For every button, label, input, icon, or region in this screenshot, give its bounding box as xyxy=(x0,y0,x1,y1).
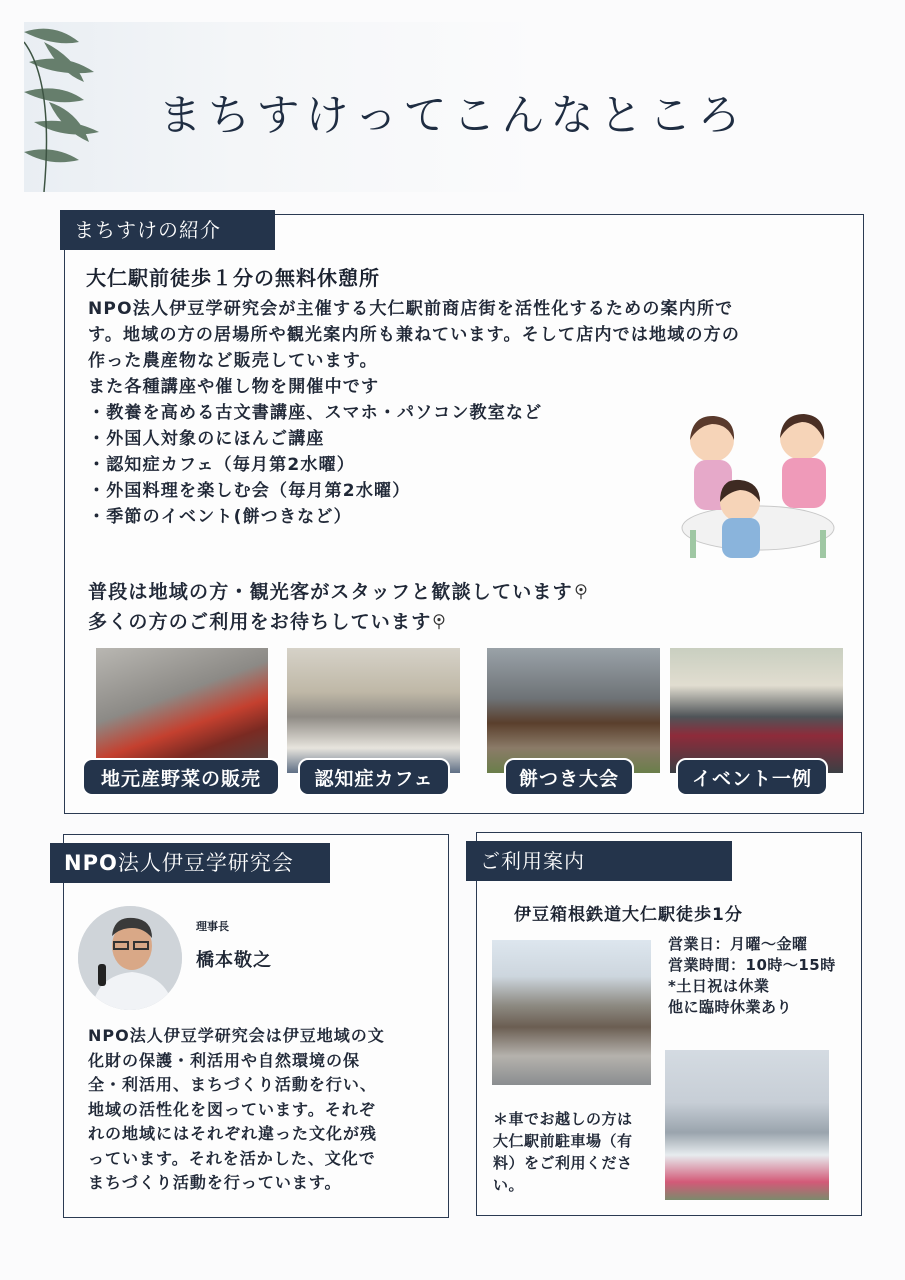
npo-description-line: 化財の保護・利活用や自然環境の保 xyxy=(88,1050,361,1070)
photo-caption: 餅つき大会 xyxy=(504,758,634,796)
npo-description-line: まちづくり活動を行っています。 xyxy=(88,1173,342,1192)
photo-caption: 地元産野菜の販売 xyxy=(82,758,280,796)
npo-description-line: 地域の活性化を図っています。それぞ xyxy=(88,1099,376,1119)
parking-line: ＊車でお越しの方は xyxy=(493,1110,633,1128)
people-illustration xyxy=(680,410,840,560)
map-pin-icon xyxy=(573,584,589,600)
intro-heading: 大仁駅前徒歩１分の無料休憩所 xyxy=(86,266,380,290)
npo-tab-bold: NPO xyxy=(64,851,118,875)
info-tab: ご利用案内 xyxy=(466,841,732,881)
npo-description-line: 全・利活用、まちづくり活動を行い、 xyxy=(88,1075,377,1094)
list-item: ・ 季節のイベント(餅つきなど） xyxy=(88,504,848,530)
intro-tab: まちすけの紹介 xyxy=(60,210,275,250)
npo-description-line: っています。それを活かした、文化で xyxy=(88,1148,376,1168)
npo-tab-rest: 法人伊豆学研究会 xyxy=(117,851,294,875)
list-item: ・ 外国料理を楽しむ会（毎月第2水曜） xyxy=(88,478,848,504)
list-item: ・ 教養を高める古文書講座、スマホ・パソコン教室など xyxy=(88,400,848,426)
intro-paragraph-line: また各種講座や催し物を開催中です xyxy=(88,377,380,397)
photo-caption: イベント一例 xyxy=(676,758,828,796)
intro-paragraph-line: す。地域の方の居場所や観光案内所も兼ねています。そして店内では地域の方の xyxy=(88,325,741,345)
list-item: ・ 認知症カフェ（毎月第2水曜） xyxy=(88,452,848,478)
photo-mochi xyxy=(487,648,660,773)
list-item: ・ 外国人対象のにほんご講座 xyxy=(88,426,848,452)
hours-line: 営業時間：10時～15時 xyxy=(668,956,836,974)
photo-caption: 認知症カフェ xyxy=(298,758,450,796)
intro-paragraph-line: 作った農産物など販売しています。 xyxy=(88,351,378,371)
intro-lead-line: 普段は地域の方・観光客がスタッフと歓談しています xyxy=(88,581,573,603)
npo-role: 理事長 xyxy=(196,920,229,933)
info-heading: 伊豆箱根鉄道大仁駅徒歩1分 xyxy=(514,905,743,925)
hours xyxy=(668,934,858,1018)
map-pin-icon xyxy=(431,614,447,630)
photo-event xyxy=(670,648,843,773)
parking-line: 大仁駅前駐車場（有 xyxy=(493,1132,633,1150)
hours-line: *土日祝は休業 xyxy=(668,977,770,995)
photo-shop-street xyxy=(492,940,651,1085)
npo-description xyxy=(88,1024,438,1196)
parking-note xyxy=(493,1108,663,1196)
parking-line: い。 xyxy=(493,1176,525,1194)
avatar xyxy=(78,906,182,1010)
intro-lead-line: 多くの方のご利用をお待ちしています xyxy=(88,611,432,633)
intro-paragraph-line: NPO法人伊豆学研究会が主催する大仁駅前商店街を活性化するための案内所で xyxy=(88,299,734,319)
intro-lead xyxy=(88,577,788,637)
npo-name: 橋本敬之 xyxy=(196,950,272,971)
hours-line: 営業日：月曜～金曜 xyxy=(668,935,808,953)
photo-vegetables xyxy=(96,648,268,773)
parking-line: 料）をご利用くださ xyxy=(493,1154,633,1172)
page-title: まちすけってこんなところ xyxy=(158,91,747,141)
npo-description-line: NPO法人伊豆学研究会は伊豆地域の文 xyxy=(88,1026,385,1045)
person-photo-icon xyxy=(78,906,182,1010)
npo-tab xyxy=(50,843,330,883)
npo-description-line: れの地域にはそれぞれ違った文化が残 xyxy=(88,1124,378,1143)
photo-cafe xyxy=(287,648,460,773)
photo-station xyxy=(665,1050,829,1200)
hours-line: 他に臨時休業あり xyxy=(668,998,793,1016)
